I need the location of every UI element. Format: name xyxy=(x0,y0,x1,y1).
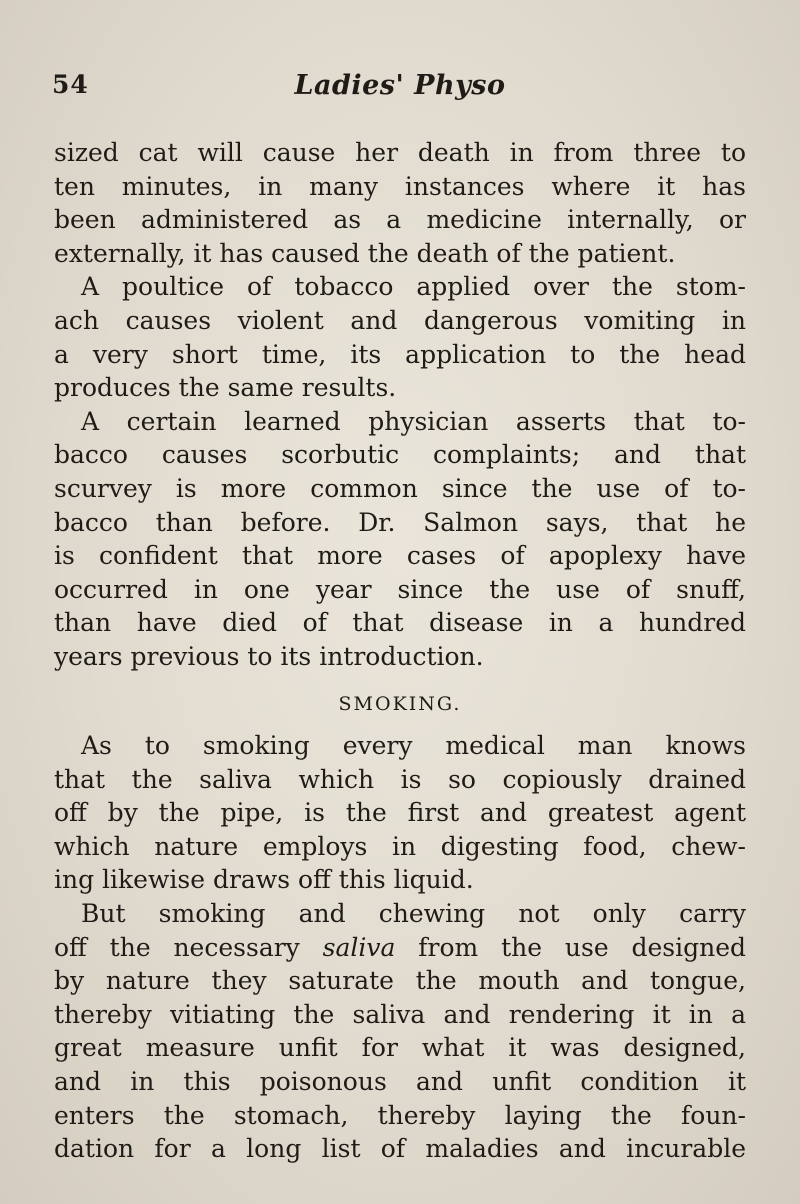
text-line: A poultice of tobacco applied over the stom- xyxy=(81,272,746,302)
text-run: from the use designed xyxy=(395,932,746,962)
text-line: a very short time, its application to the head xyxy=(54,339,746,369)
body-text xyxy=(54,136,746,1166)
text-line: which nature employs in digesting food, chew- xyxy=(54,831,746,861)
text-line: A certain learned physician asserts that to- xyxy=(81,406,746,436)
text-line: occurred in one year since the use of snuff, xyxy=(54,574,746,604)
text-line: years previous to its introduction. xyxy=(54,641,484,671)
text-line: thereby vitiating the saliva and rendering it in a xyxy=(54,999,746,1029)
text-line: externally, it has caused the death of the patient. xyxy=(54,238,676,268)
text-line: is confident that more cases of apoplexy have xyxy=(54,541,746,571)
italic-text-run: saliva xyxy=(322,932,396,962)
running-title: Ladies' Physo xyxy=(294,70,506,101)
text-line: off by the pipe, is the first and greatest agent xyxy=(54,798,746,828)
text-line: that the saliva which is so copiously drained xyxy=(54,764,746,794)
text-line: and in this poisonous and unfit condition it xyxy=(54,1067,746,1097)
paragraph-physician xyxy=(54,405,746,674)
text-line: than have died of that disease in a hundred xyxy=(54,608,746,638)
paragraph-cat-poison xyxy=(54,136,746,270)
text-line: As to smoking every medical man knows xyxy=(81,731,746,761)
text-line: scurvey is more common since the use of to- xyxy=(54,473,746,503)
text-line: produces the same results. xyxy=(54,373,397,403)
text-line: sized cat will cause her death in from three to xyxy=(54,138,746,167)
text-line: been administered as a medicine internally, or xyxy=(54,205,746,235)
text-line: ing likewise draws off this liquid. xyxy=(54,865,474,895)
paragraph-chewing xyxy=(54,897,746,1166)
text-line: bacco causes scorbutic complaints; and that xyxy=(54,440,746,470)
section-heading-smoking: SMOKING. xyxy=(338,692,462,715)
running-head xyxy=(0,70,800,110)
text-line: bacco than before. Dr. Salmon says, that he xyxy=(54,507,746,537)
text-line-mixed xyxy=(54,931,746,965)
text-line: ten minutes, in many instances where it has xyxy=(54,171,746,201)
text-line: ach causes violent and dangerous vomiting in xyxy=(54,305,746,335)
paragraph-saliva xyxy=(54,729,746,897)
text-line: by nature they saturate the mouth and tongue, xyxy=(54,966,746,996)
text-run: off the necessary xyxy=(54,932,323,962)
text-line: dation for a long list of maladies and incurable xyxy=(54,1134,746,1164)
page-number: 54 xyxy=(52,70,89,99)
text-line: But smoking and chewing not only carry xyxy=(81,899,746,929)
text-line: enters the stomach, thereby laying the foun- xyxy=(54,1100,746,1130)
text-line: great measure unfit for what it was designed, xyxy=(54,1033,746,1063)
paragraph-poultice xyxy=(54,270,746,404)
